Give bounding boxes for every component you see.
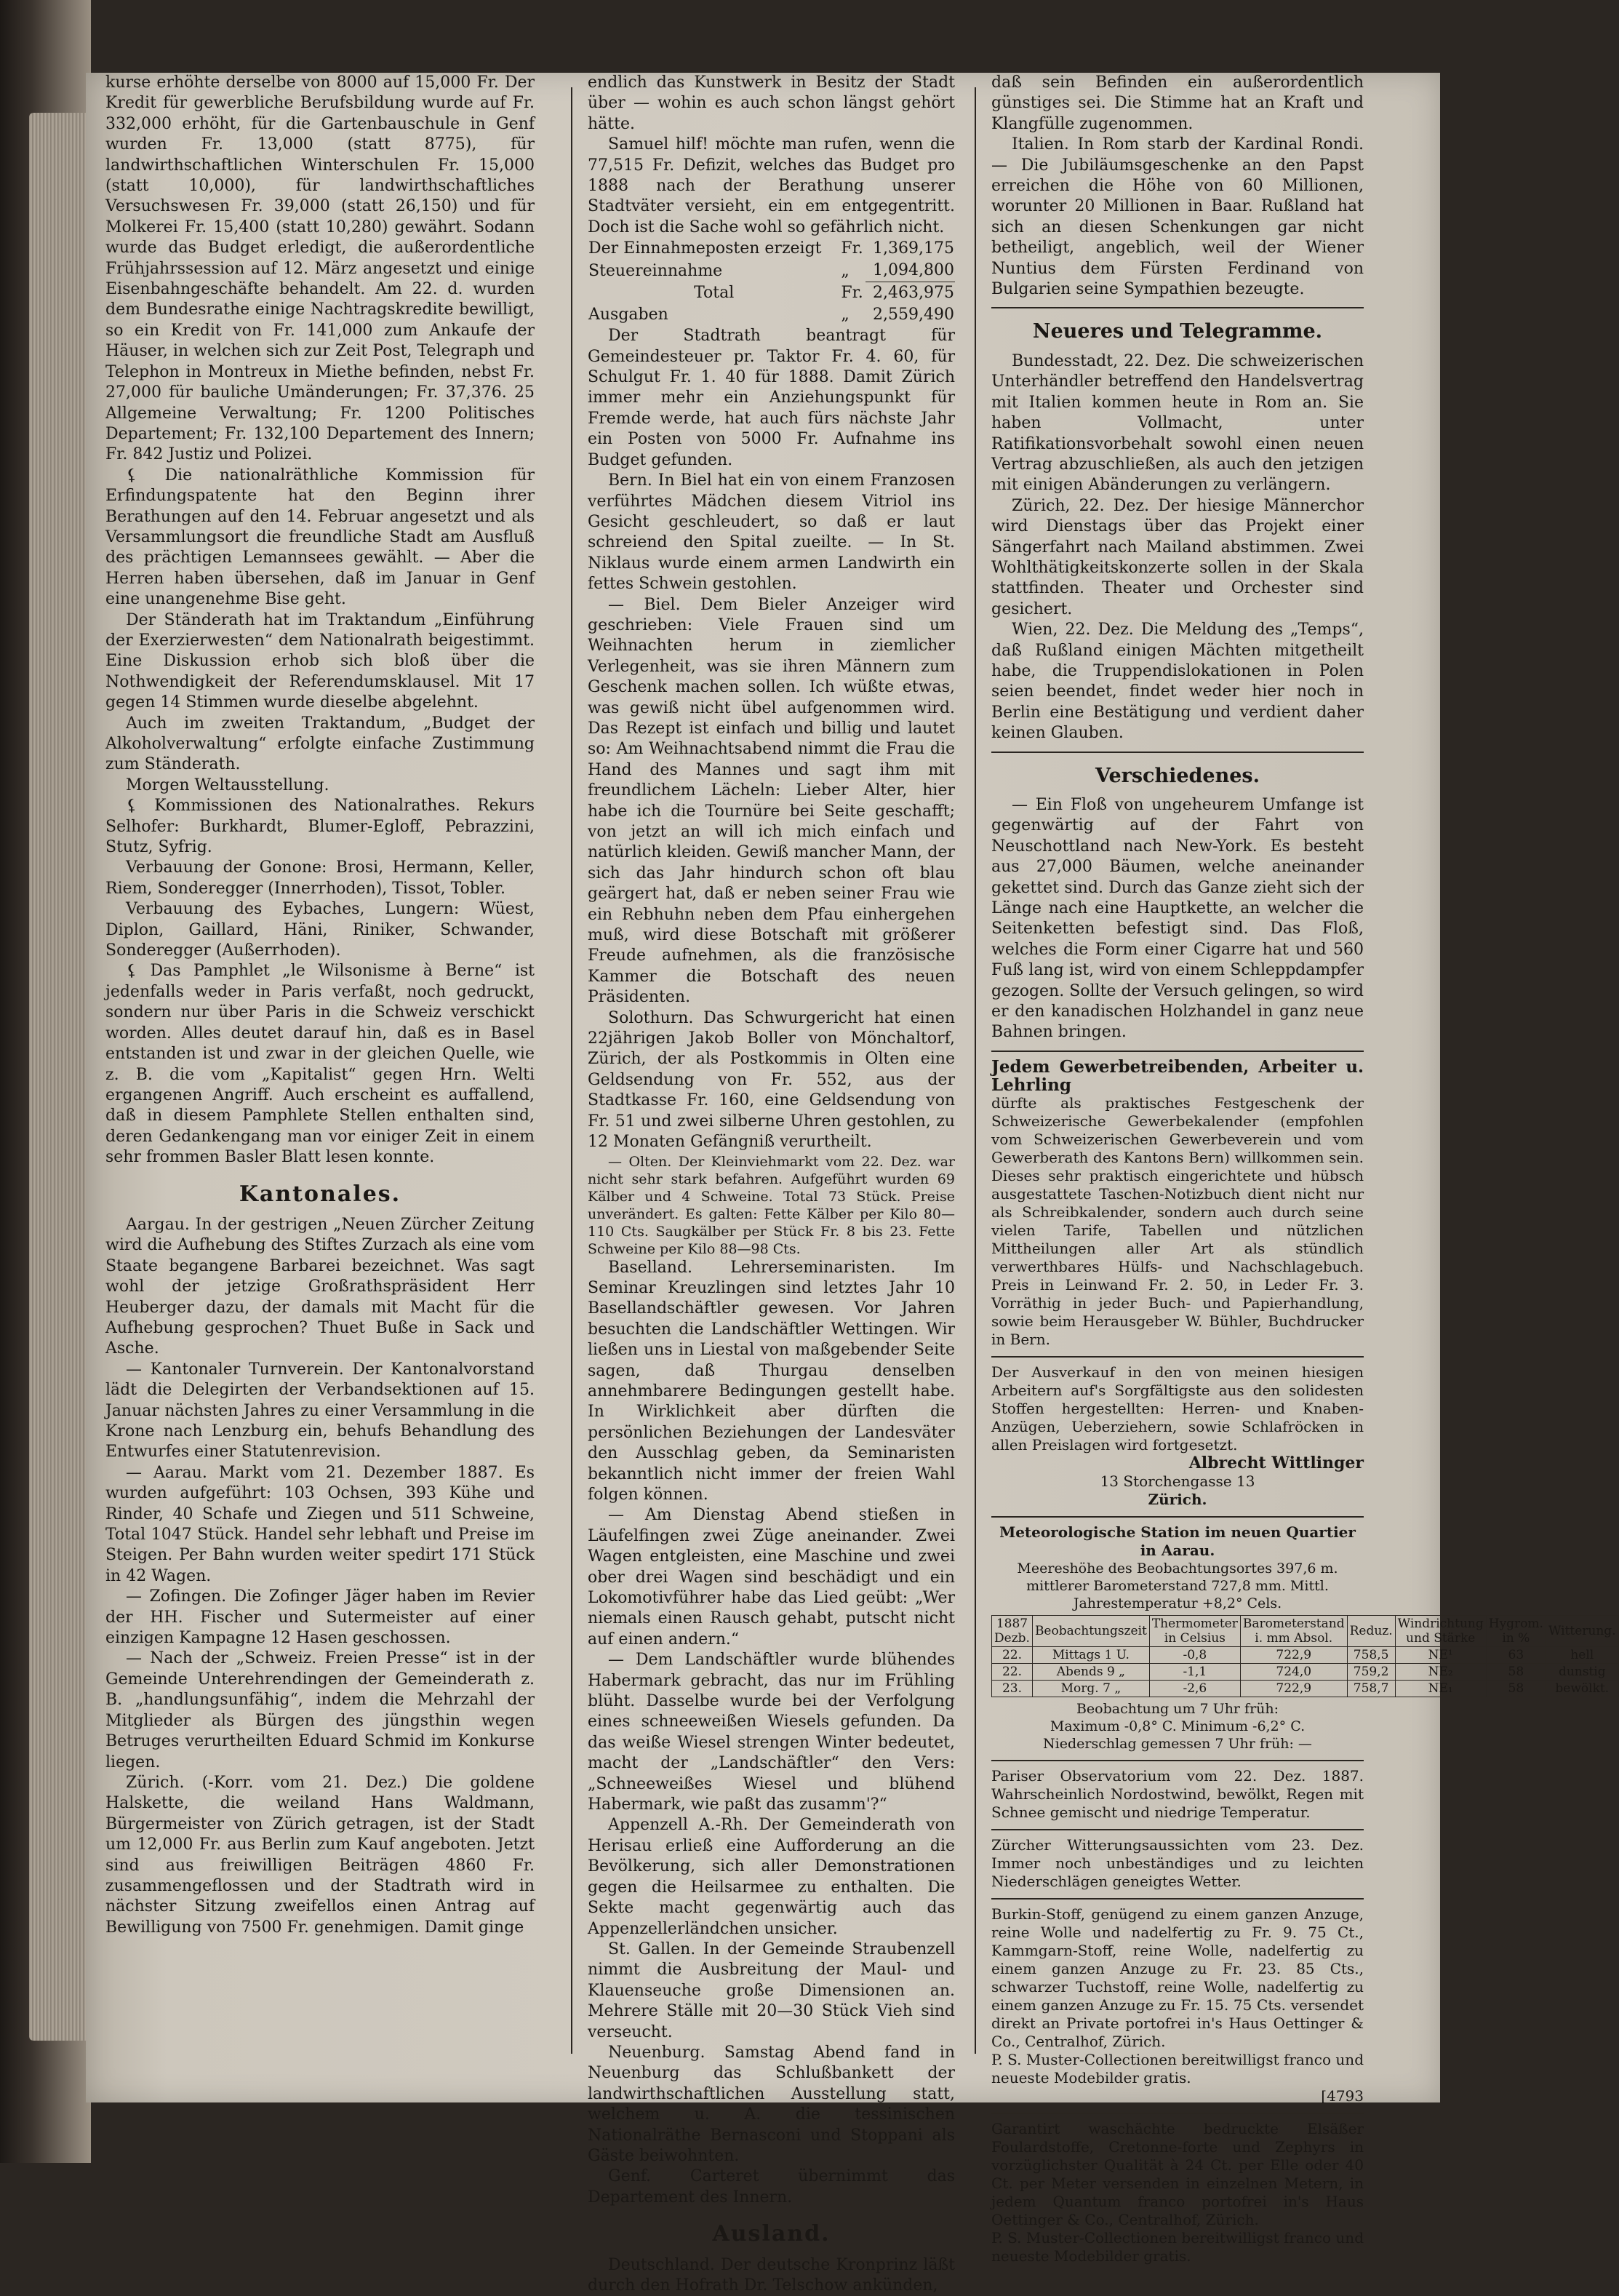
met-row: 22. Abends 9 „ -1,1 724,0 759,2 NE₂ 58 dunstig [992,1663,1619,1680]
ad-ps: P. S. Muster-Collectionen bereitwilligst franco und neueste Modebilder gratis. [991,2050,1364,2086]
ad-city: Zürich. [1148,1490,1207,1508]
paragraph: Zürich, 22. Dez. Der hiesige Männerchor wird Dienstags über das Projekt einer Sängerfahrt nach Mailand abstimmen. Zwei Wohlthätigkeitskonzerte sollen in der Skala stattfinden. Theater und Orchester sind gesichert. [991,496,1364,618]
budget-row: Steuereinnahme „ 1,094,800 [588,261,954,280]
advertisement-burkin [991,1898,1364,2105]
section-heading-ausland: Ausland. [712,2221,831,2247]
column-3 [991,73,1616,2265]
advertisement-ausverkauf [991,1356,1364,1509]
paragraph: Italien. In Rom starb der Kardinal Rondi. — Die Jubiläumsgeschenke an den Papst erreichen die Höhe von 60 Millionen, worunter 20 Millionen in Baar. Rußland hat sich an diesen Schenkungen gar nicht betheiligt, angeblich, weil der Wiener Nuntius dem Fürsten Ferdinand von Bulgarien seine Sympathien bezeugte. [991,135,1364,299]
advertisement-gewerbekalender [991,1051,1364,1349]
paragraph: Samuel hilf! möchte man rufen, wenn die 77,515 Fr. Defizit, welches das Budget pro 1888 nach der Berathung unserer Stadtväter versieht, ein em entgegentritt. Doch ist die Sache wohl so gefährlich nicht. [588,135,955,236]
paragraph: ⚸ Die nationalräthliche Kommission für Erfindungspatente hat den Beginn ihrer Berathungen auf den 14. Februar angesetzt und als Versammlungsort die freundliche Stadt am Ausfluß des prächtigen Lemannsees gewählt. — Aber die Herren haben übersehen, daß im Januar in Genf eine unangenehme Bise geht. [105,466,535,609]
paragraph: — Olten. Der Kleinviehmarkt vom 22. Dez. war nicht sehr stark befahren. Aufgeführt wurden 69 Kälber und 4 Schweine. Total 73 Stück. Preise unverändert. Es galten: Fette Kälber per Kilo 80—110 Cts. Saugkälber per Stück Fr. 8 bis 23. Fette Schweine per Kilo 88—98 Cts. [588,1153,955,1257]
paragraph: Baselland. Lehrerseminaristen. Im Seminar Kreuzlingen sind letztes Jahr 10 Basellandschäftler gewesen. Vor Jahren besuchten die Landschäftler Wettingen. Wir ließen uns in Liestal von maßgebender Seite sagen, daß Thurgau denselben annehmbarere Bedingungen gestellt habe. In Wirklichkeit aber dürften die persönlichen Beziehungen der Landesväter den Ausschlag geben, da Seminaristen bekanntlich nicht immer der freien Wahl folgen können. [588,1258,955,1504]
paragraph: — Am Dienstag Abend stießen in Läufelfingen zwei Züge aneinander. Zwei Wagen entgleisten, eine Maschine und zwei ober drei Wagen sind beschädigt und ein Lokomotivführer habe das Lied geübt: „Wer niemals einen Rausch gehabt, putscht nicht auf einen andern.“ [588,1506,955,1649]
paragraph: kurse erhöhte derselbe von 8000 auf 15,000 Fr. Der Kredit für gewerbliche Berufsbildung wurde auf Fr. 332,000 erhöht, für die Gartenbauschule in Genf wurden Fr. 13,000 (statt 8775), für landwirthschaftlichen Winterschulen Fr. 15,000 (statt 10,000), für landwirthschaftliches Versuchswesen Fr. 39,000 (statt 26,150) und für Molkerei Fr. 15,400 (statt 10,280) gewährt. Sodann wurde das Budget erledigt, die außerordentliche Frühjahrssession auf 12. März angesetzt und einige Eisenbahngeschäfte behandelt. Am 22. d. wurden dem Bundesrathe einige Nachtragskredite bewilligt, so ein Kredit von Fr. 141,000 zum Ankaufe der Häuser, in welchen sich zur Zeit Post, Telegraph und Telephon in Montreux in Miethe befinden, nebst Fr. 27,000 für bauliche Umänderungen; Fr. 37,376. 25 Allgemeine Verwaltung; Fr. 1200 Politisches Departement; Fr. 132,100 Departement des Innern; Fr. 842 Justiz und Polizei. [105,73,535,464]
ad-text: Der Ausverkauf in den von meinen hiesigen Arbeitern auf's Sorgfältigste aus den solidesten Stoffen hergestellten: Herren- und Knaben-Anzügen, Ueberziehern, sowie Schlafröcken in allen Preislagen wird fortgesetzt. [991,1363,1364,1454]
budget-row: Total Fr. 2,463,975 [588,282,955,305]
ad-address: 13 Storchengasse 13 [1100,1472,1255,1490]
paragraph: Bundesstadt, 22. Dez. Die schweizerischen Unterhändler betreffend den Handelsvertrag mit Italien kommen heute in Rom an. Sie haben Vollmacht, unter Ratifikationsvorbehalt sowohl einen neuen Vertrag abzuschließen, als auch den jetzigen mit einigen Abänderungen zu verlängern. [991,351,1364,495]
meteorological-station [991,1516,1616,1753]
ad-text: Garantirt waschächte bedruckte Elsäßer Foulardstoffe, Cretonne-forte und Zephyrs in vorzüglichster Qualität à 24 Ct. per Elle oder 40 Ct. per Meter versenden in einzelnen Metern, in jedem Quantum franco portofrei in's Haus Oettinger & Co., Centralhof, Zürich. [991,2119,1364,2228]
divider [991,752,1364,753]
paragraph: Deutschland. Der deutsche Kronprinz läßt durch den Hofrath Dr. Telschow ankünden, [588,2255,955,2295]
met-info: Meereshöhe des Beobachtungsortes 397,6 m. [1017,1560,1338,1576]
divider [991,307,1364,308]
paragraph: — Nach der „Schweiz. Freien Presse“ ist in der Gemeinde Unterehrendingen der Gemeinderath z. B. „handlungsunfähig“, indem die Mehrzahl der Mitglieder als Bürgen des jüngsthin wegen Betruges verurtheilten Eduard Schmid im Konkurse liegen. [105,1649,535,1771]
met-row: 22. Mittags 1 U. -0,8 722,9 758,5 NE¹ 63 hell [992,1646,1619,1663]
paragraph: Bern. In Biel hat ein von einem Franzosen verführtes Mädchen diesem Vitriol ins Gesicht geschleudert, so daß er laut schreiend den Spital zueilte. — In St. Niklaus wurde einem armen Landwirth ein fettes Schwein gestohlen. [588,471,955,594]
paris-observatory: Pariser Observatorium vom 22. Dez. 1887. Wahrscheinlich Nordostwind, bewölkt, Regen mit Schnee gemischt und niedrige Temperatur. [991,1760,1364,1822]
paragraph: — Dem Landschäftler wurde blühendes Habermark gebracht, das nur im Frühling blüht. Dasselbe wurde bei der Verfolgung eines schneeweißen Wiesels gefunden. Da das weiße Wiesel strengen Winter bedeutet, macht der „Landschäftler“ den Vers: „Schneeweißes Wiesel und blühend Habermark, wie paßt das zusamm'?“ [588,1651,955,1814]
column-1 [105,73,535,2079]
column-rule-1 [571,87,572,2054]
paragraph: Zürich. (-Korr. vom 21. Dez.) Die goldene Halskette, die weiland Hans Waldmann, Bürgermeister von Zürich getragen, ist der Stadt um 12,000 Fr. aus Berlin zum Kauf angeboten. Jetzt sind aus freiwilligen Beiträgen 4860 Fr. zusammengeflossen und der Stadtrath wird in nächster Sitzung zweifellos einen Antrag auf Bewilligung von 7500 Fr. genehmigen. Damit ginge [105,1773,535,1937]
section-heading-kantonales: Kantonales. [239,1181,401,1207]
met-title: Meteorologische Station im neuen Quartier in Aarau. [999,1523,1356,1559]
paragraph: Der Stadtrath beantragt für Gemeindesteuer pr. Taktor Fr. 4. 60, für Schulgut Fr. 1. 40 für 1888. Damit Zürich immer mehr ein Anziehungspunkt für Fremde werde, hat auch fürs nächste Jahr ein Posten von 5000 Fr. Aufnahme ins Budget gefunden. [588,327,955,469]
zurich-weather: Zürcher Witterungsaussichten vom 23. Dez. Immer noch unbeständiges und zu leichten Niederschlägen geneigtes Wetter. [991,1829,1364,1891]
paragraph: Genf. Carteret übernimmt das Departement des Innern. [588,2167,955,2207]
paragraph: — Kantonaler Turnverein. Der Kantonalvorstand lädt die Delegirten der Verbandsektionen auf 15. Januar nächsten Jahres zu einer Versammlung in die Krone nach Lenzburg ein, behufs Behandlung des Entwurfes einer Statutenrevision. [105,1360,535,1462]
paragraph: Neuenburg. Samstag Abend fand in Neuenburg das Schlußbankett der landwirthschaftlichen Ausstellung statt, welchem u. A. die tessinischen Nationalräthe Bernasconi und Stoppani als Gäste beiwohnten. [588,2043,955,2165]
paragraph: daß sein Befinden ein außerordentlich günstiges sei. Die Stimme hat an Kraft und Klangfülle zugenommen. [991,73,1364,133]
ad-text: dürfte als praktisches Festgeschenk der Schweizerische Gewerbekalender (empfohlen vom Schweizerischen Gewerbeverein und vom Gewerberath des Kantons Bern) willkommen sein. Dieses sehr praktisch eingerichtete und hübsch ausgestattete Taschen-Notizbuch dient nicht nur als Schreibkalender, sondern auch durch seine vielen Tarife, Tabellen und nützlichen Mittheilungen aller Art als stündlich verwerthbares Hülfs- und Nachschlagebuch. Preis in Leinwand Fr. 2. 50, in Leder Fr. 3. Vorräthig in jeder Buch- und Papierhandlung, sowie beim Herausgeber W. Bühler, Buchdrucker in Bern. [991,1093,1364,1348]
met-info: mittlerer Barometerstand 727,8 mm. Mittl. Jahrestemperatur +8,2° Cels. [1026,1577,1329,1611]
paragraph: Appenzell A.-Rh. Der Gemeinderath von Herisau erließ eine Aufforderung an die Bevölkerung, sich aller Demonstrationen gegen die Heilsarmee zu enthalten. Die Sekte macht gegenwärtig auch das Appenzellerländchen unsicher. [588,1816,955,1938]
paragraph: ⚸ Kommissionen des Nationalrathes. Rekurs Selhofer: Burkhardt, Blumer-Egloff, Pebrazzini, Stutz, Syfrig. [105,797,535,857]
met-note: Beobachtung um 7 Uhr früh: [1076,1700,1279,1717]
advertisement-foulard [991,2113,1364,2265]
column-rule-2 [975,87,976,2054]
met-header-row: 1887 Dezb. Beobachtungszeit Thermometer in Celsius Barometerstand i. mm Absol. Reduz. Windrichtung und Stärke Hygrom. in % Witterung. [992,1615,1619,1646]
paragraph: Verbauung des Eybaches, Lungern: Wüest, Diplon, Gaillard, Häni, Riniker, Schwander, Sonderegger (Außerrhoden). [105,900,535,960]
budget-row: Der Einnahmeposten erzeigt Fr. 1,369,175 [588,239,954,258]
met-table [991,1615,1619,1697]
paragraph: St. Gallen. In der Gemeinde Straubenzell nimmt die Ausbreitung der Maul- und Klauenseuche große Dimensionen an. Mehrere Ställe mit 20—30 Stück Vieh sind verseucht. [588,1940,955,2041]
ad-name: Albrecht Wittlinger [1188,1453,1364,1472]
paragraph: Solothurn. Das Schwurgericht hat einen 22jährigen Jakob Boller von Mönchaltorf, Zürich, der als Postkommis in Olten eine Geldsendung von Fr. 552, aus der Stadtkasse Fr. 160, eine Geldsendung von Fr. 51 und zwei silberne Uhren gestohlen, zu 12 Monaten Gefängniß verurtheilt. [588,1008,955,1152]
met-note: Niederschlag gemessen 7 Uhr früh: — [1043,1735,1312,1752]
ad-number: [4793 [1321,2086,1364,2105]
paragraph: Verbauung der Gonone: Brosi, Hermann, Keller, Riem, Sonderegger (Innerrhoden), Tissot, Tobler. [105,858,535,898]
paragraph: Auch im zweiten Traktandum, „Budget der Alkoholverwaltung“ erfolgte einfache Zustimmung zum Ständerath. [105,714,535,774]
paragraph: Morgen Weltausstellung. [126,776,329,794]
ad-text: Burkin-Stoff, genügend zu einem ganzen Anzuge, reine Wolle und nadelfertig zu Fr. 9. 75 Ct., Kammgarn-Stoff, reine Wolle, nadelfertig zu einem ganzen Anzuge zu Fr. 23. 85 Cts., schwarzer Tuchstoff, reine Wolle, nadelfertig zu einem ganzen Anzuge zu Fr. 15. 75 Cts. versendet direkt an Private portofrei in's Haus Oettinger & Co., Centralhof, Zürich. [991,1905,1364,2050]
met-note: Maximum -0,8° C. Minimum -6,2° C. [1050,1718,1306,1734]
paragraph: Wien, 22. Dez. Die Meldung des „Temps“, daß Rußland einigen Mächten mitgetheilt habe, die Truppendislokationen in Polen seien beendet, findet weder hier noch in Berlin eine Bestätigung und verdient daher keinen Glauben. [991,621,1364,743]
paragraph: Der Ständerath hat im Traktandum „Einführung der Exerzierwesten“ dem Nationalrath beigestimmt. Eine Diskussion erhob sich bloß über die Nothwendigkeit der Referendumsklausel. Mit 17 gegen 14 Stimmen wurde dieselbe abgelehnt. [105,610,535,712]
ad-title: Jedem Gewerbetreibenden, Arbeiter u. Lehrling [991,1056,1364,1095]
budget-row: Ausgaben „ 2,559,490 [588,306,954,324]
met-row: 23. Morg. 7 „ -2,6 722,9 758,7 NE₁ 58 bewölkt. [992,1680,1619,1697]
section-heading-neueres: Neueres und Telegramme. [1032,320,1323,343]
paragraph: endlich das Kunstwerk in Besitz der Stadt über — wohin es auch schon längst gehört hätte. [588,73,955,133]
section-heading-verschiedenes: Verschiedenes. [1095,764,1260,787]
paragraph: Aargau. In der gestrigen „Neuen Zürcher Zeitung wird die Aufhebung des Stiftes Zurzach als eine vom Staate begangene Barbarei bezeichnet. Was sagt wohl der jetzige Großrathspräsident Herr Heuberger dazu, der damals mit Macht für die Aufhebung gesprochen? Thuet Buße in Sack und Asche. [105,1215,535,1358]
paragraph: — Zofingen. Die Zofinger Jäger haben im Revier der HH. Fischer und Sutermeister auf einer einzigen Kampagne 12 Hasen geschossen. [105,1587,535,1648]
budget-table [588,238,955,326]
paragraph: — Ein Floß von ungeheurem Umfange ist gegenwärtig auf der Fahrt von Neuschottland nach New-York. Es besteht aus 27,000 Bäumen, welche aneinander gekettet sind. Durch das Ganze zieht sich der Länge nach eine Hauptkette, an welcher die Seitenketten befestigt sind. Das Floß, welches die Form einer Cigarre hat und 560 Fuß lang ist, wird von einem Schleppdampfer gezogen. Sollte der Versuch gelingen, so wird er den kanadischen Holzhandel in ganz neue Bahnen bringen. [991,796,1364,1042]
paragraph: ⚸ Das Pamphlet „le Wilsonisme à Berne“ ist jedenfalls weder in Paris verfaßt, noch gedruckt, sondern nur über Paris in die Schweiz verschickt worden. Alles deutet darauf hin, daß es in Basel entstanden ist und zwar in der gleichen Quelle, wie z. B. die vom „Kapitalist“ gegen Hrn. Welti ergangenen Angriff. Auch erscheint es auffallend, daß in diesem Pamphlete Stellen enthalten sind, deren Gedankengang man vor einiger Zeit in einem sehr frommen Basler Blatt lesen konnte. [105,962,535,1167]
paragraph: — Biel. Dem Bieler Anzeiger wird geschrieben: Viele Frauen sind um Weihnachten herum in ziemlicher Verlegenheit, was sie ihren Männern zum Geschenk machen sollen. Ich wüßte etwas, was gewiß nicht übel aufgenommen wird. Das Rezept ist einfach und billig und lautet so: Am Weihnachtsabend nimmt die Frau die Hand des Mannes und sagt ihm mit freundlichem Lächeln: Lieber Alter, hier habe ich die Tournüre bei Seite geschafft; von jetzt an will ich mich einfach und natürlich kleiden. Gewiß mancher Mann, der sich das Jahr hindurch schon oft blau geärgert hat, daß er neben seiner Frau wie ein Rebhuhn neben dem Pfau einhergehen muß, wird diese Botschaft mit größerer Freude aufnehmen, als die französische Kammer die Botschaft des neuen Präsidenten. [588,595,955,1007]
paragraph: — Aarau. Markt vom 21. Dezember 1887. Es wurden aufgeführt: 103 Ochsen, 393 Kühe und Rinder, 40 Schafe und Ziegen und 511 Schweine, Total 1047 Stück. Handel sehr lebhaft und Preise im Steigen. Per Bahn wurden weiter spedirt 171 Stück in 42 Wagen. [105,1463,535,1585]
column-2 [588,73,955,2295]
ad-ps: P. S. Muster-Collectionen bereitwilligst franco und neueste Modebilder gratis. [991,2228,1364,2265]
